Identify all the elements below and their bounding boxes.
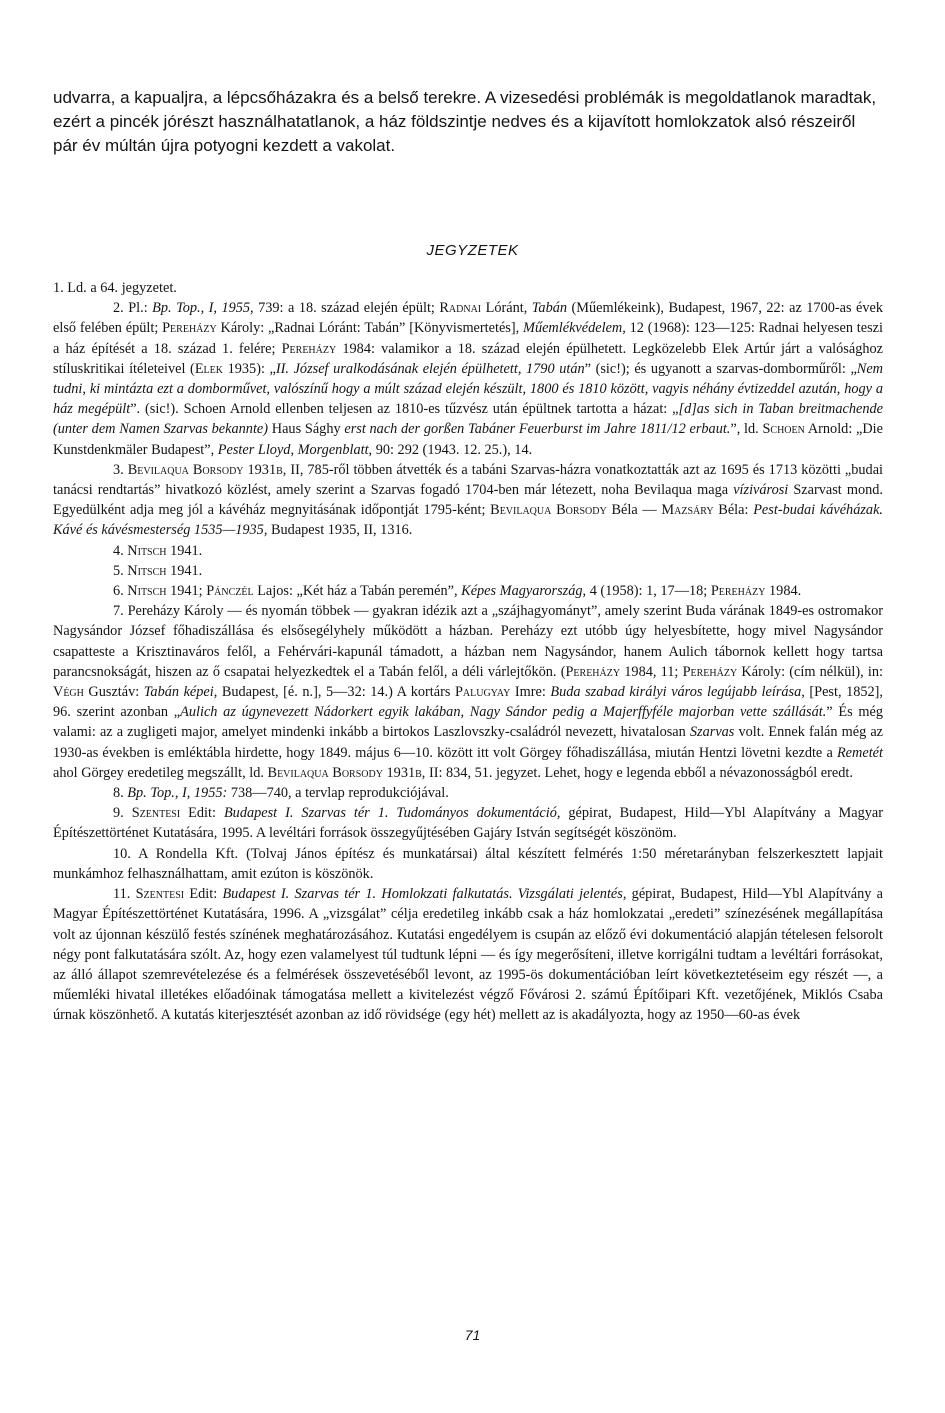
note-3: 3. Bevilaqua Borsody 1931b, II, 785-ről többen átvették és a tabáni Szarvas-házra vonatkoztatták azt az 1695 és 1713 közötti „budai tanácsi rendtartás” hivatkozó közlést, amely szerint a Szarvas fogadó 1704-ben már létezett, noha Bevilaqua maga vízivárosi Szarvast mond. Egyedülként adja meg jól a kávéház megnyitásának időpontját 1795-ként; Bevilaqua Borsody Béla — Mazsáry Béla: Pest-budai kávéházak. Kávé és kávésmesterség 1535—1935, Budapest 1935, II, 1316.: [53, 461, 884, 539]
note-4: 4. Nitsch 1941.: [113, 542, 203, 559]
note-8: 8. Bp. Top., I, 1955: 738—740, a tervlap reprodukciójával.: [113, 785, 449, 802]
note-9: 9. Szentesi Edit: Budapest I. Szarvas tér 1. Tudományos dokumentáció, gépirat, Budapest, Hild—Ybl Alapítvány a Magyar Építészettörténet Kutatására, 1995. A levéltári források összegyűjtésében Gajáry István segítségét köszönöm.: [53, 805, 883, 842]
note-5: 5. Nitsch 1941.: [113, 562, 203, 579]
notes-heading: JEGYZETEK: [426, 242, 519, 259]
page-number: 71: [464, 1327, 481, 1343]
note-10: 10. A Rondella Kft. (Tolvaj János építész és munkatársai) által készített felmérés 1:50 méretarányban felszerkesztett lapjait munkámhoz felhasználhattam, amit ezúton is köszönök.: [53, 845, 883, 882]
intro-paragraph: udvarra, a kapualjra, a lépcsőházakra és a belső terekre. A vizesedési problémák is megoldatlanok maradtak, ezért a pincék jórészt használhatatlanok, a ház földszintje nedves és a kijavított homlokzatok alsó részeiről pár év múltán újra potyogni kezdett a vakolat.: [53, 88, 877, 155]
note-6: 6. Nitsch 1941; Pánczél Lajos: „Két ház a Tabán peremén”, Képes Magyarország, 4 (1958): 1, 17—18; Pereházy 1984.: [113, 583, 802, 600]
note-7: 7. Pereházy Károly — és nyomán többek — gyakran idézik azt a „szájhagyományt”, amely szerint Buda várának 1849-es ostromakor Nagysándor József főhadiszállása és elsősegélyhely működött a házban. Pereházy ezt utóbb úgy helyesbítette, hogy mivel Nagysándor csapatteste a Krisztinaváros felől, a Fehérvári-kapunál támadott, a házban nem Nagysándor, hanem Aulich tábornok kellett hogy tartsa parancsnokságát, hiszen az ő csapatai helyezkedtek el a Tabán felől, a déli várlejtőkön. (Pereházy 1984, 11; Pereházy Károly: (cím nélkül), in: Végh Gusztáv: Tabán képei, Budapest, [é. n.], 5—32: 14.) A kortárs Palugyay Imre: Buda szabad királyi város legújabb leírása, [Pest, 1852], 96. szerint azonban „Aulich az úgynevezett Nádorkert egyik lakában, Nagy Sándor pedig a Majerffyféle majorban vette szállását.” És még valami: az a zugligeti major, amelyet mindenki inkább a birtokos Laszlovszky-családról nevezett, hivatalosan Szarvas volt. Ennek falán még az 1930-as években is emléktábla hirdette, hogy 1849. május 6—10. között itt volt Görgey főhadiszállása, miután Hentzi lövetni kezdte a Remetét ahol Görgey eredetileg megszállt, ld. Bevilaqua Borsody 1931b, II: 834, 51. jegyzet. Lehet, hogy e legenda ebből a névazonosságból eredt.: [53, 603, 884, 781]
note-11: 11. Szentesi Edit: Budapest I. Szarvas tér 1. Homlokzati falkutatás. Vizsgálati jelentés, gépirat, Budapest, Hild—Ybl Alapítvány a Magyar Építészettörténet Kutatására, 1996. A „vizsgálat” célja eredetileg inkább csak a ház homlokzatai „eredeti” színezésének megállapítása volt az újonnan készülő festés színének meghatározásához. Kutatási engedélyem is csupán az előző évi dokumentáció alapján tételesen felsorolt négy pont falkutatására szólt. Az, hogy ezen valamelyest túl tudtunk lépni — és így megerősíteni, illetve korrigálni tudtam a levéltári forrásokat, az álló állapot szemrevételezése és a felmérések összevetéséből levont, az 1995-ös dokumentációban leírt következtetéseim egy részét —, a műemléki hivatal illetékes előadóinak támogatása mellett a kivitelezést végző Fővárosi 2. számú Építőipari Kft. vezetőjének, Miklós Csaba úrnak köszönhető. A kutatás kiterjesztését azonban az idő rövidsége (egy hét) mellett az is akadályozta, hogy az 1950—60-as évek: [53, 886, 883, 1024]
note-1: 1. Ld. a 64. jegyzetet.: [53, 280, 177, 296]
notes-list: [53, 278, 883, 1026]
note-2: 2. Pl.: Bp. Top., I, 1955, 739: a 18. század elején épült; Radnai Lóránt, Tabán (Műemlékeink), Budapest, 1967, 22: az 1700-as évek első felében épült; Pereházy Károly: „Radnai Lóránt: Tabán” [Könyvismertetés], Műemlékvédelem, 12 (1968): 123—125: Radnai helyesen teszi a ház építését a 18. század 1. felére; Pereházy 1984: valamikor a 18. század elején épülhetett. Legközelebb Elek Artúr járt a valósághoz stíluskritikai ítéleteivel (Elek 1935): „II. József uralkodásának elején épülhetett, 1790 után” (sic!); és ugyanott a szarvas-domborműről: „Nem tudni, ki mintázta ezt a domborművet, valószínű hogy a múlt század elején készült, 1800 és 1810 között, vagyis néhány évtizeddel azután, hogy a ház megépült”. (sic!). Schoen Arnold ellenben teljesen az 1810-es tűzvész után épültnek tartotta a házat: „[d]as sich in Taban breitmachende (unter dem Namen Szarvas bekannte) Haus Sághy erst nach der gorßen Tabáner Feuerburst im Jahre 1811/12 erbaut.”, ld. Schoen Arnold: „Die Kunstdenkmäler Budapest”, Pester Lloyd, Morgenblatt, 90: 292 (1943. 12. 25.), 14.: [53, 300, 884, 458]
